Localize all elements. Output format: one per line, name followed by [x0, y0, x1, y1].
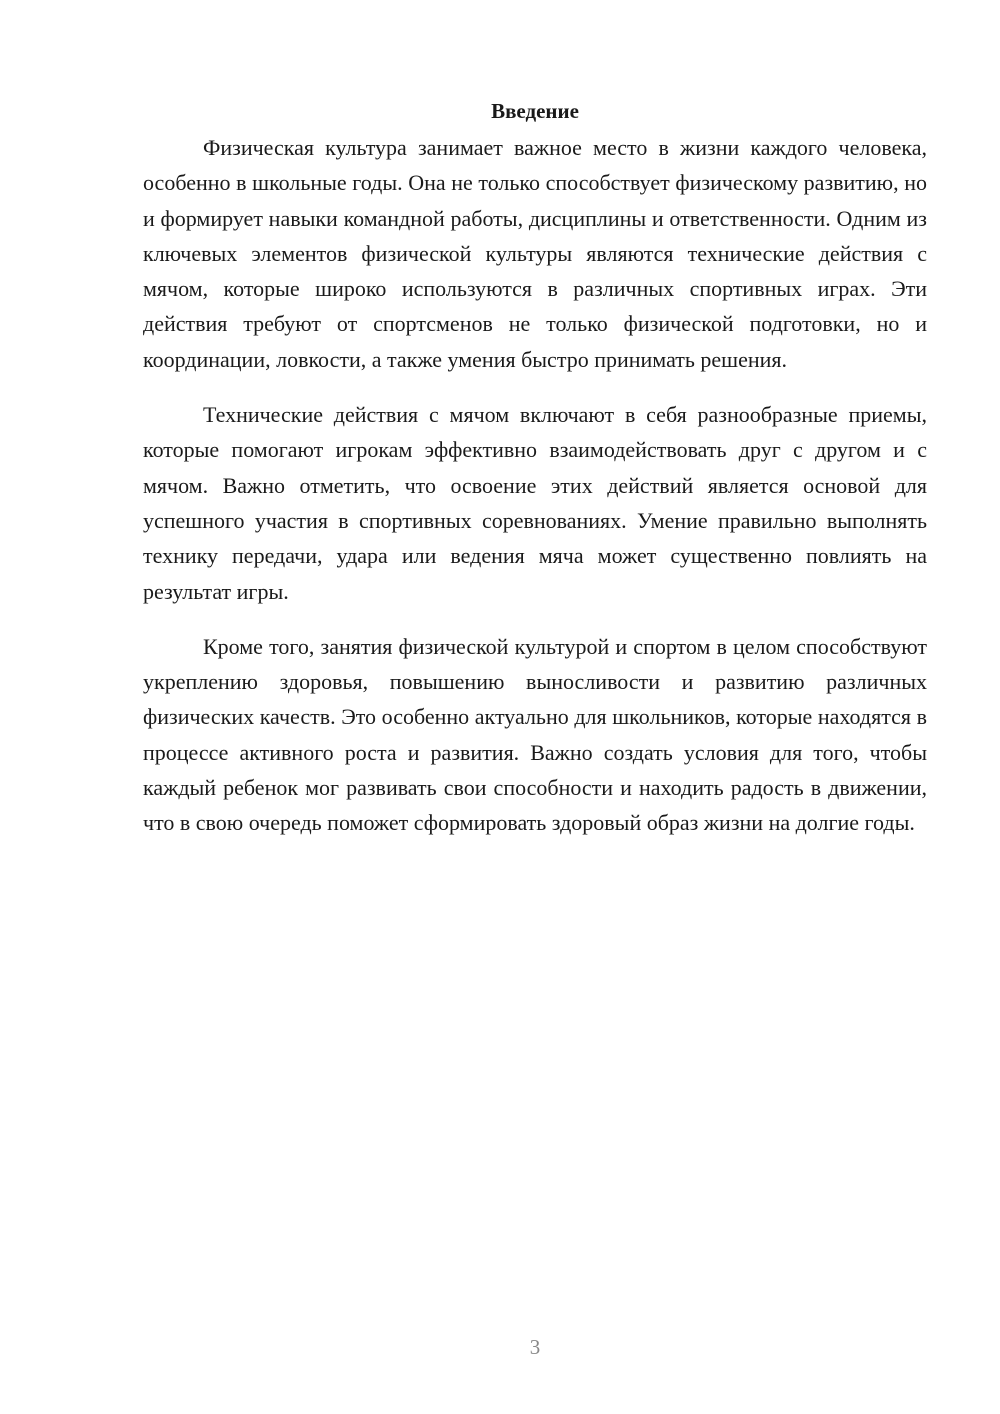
page-content [143, 96, 927, 861]
paragraph-2: Технические действия с мячом включают в себя разнообразные приемы, которые помогают игрокам эффективно взаимодействовать друг с другом и с мячом. Важно отметить, что освоение этих действий является основой для успешного участия в спортивных соревнованиях. Умение правильно выполнять технику передачи, удара или ведения мяча может существенно повлиять на результат игры. [143, 402, 927, 604]
page-number: 3 [529, 1335, 541, 1359]
paragraph-1: Физическая культура занимает важное место в жизни каждого человека, особенно в школьные годы. Она не только способствует физическому развитию, но и формирует навыки командной работы, дисциплины и ответственности. Одним из ключевых элементов физической культуры являются технические действия с мячом, которые широко используются в различных спортивных играх. Эти действия требуют от спортсменов не только физической подготовки, но и координации, ловкости, а также умения быстро принимать решения. [143, 135, 927, 372]
paragraph-3: Кроме того, занятия физической культурой и спортом в целом способствуют укреплению здоровья, повышению выносливости и развитию различных физических качеств. Это особенно актуально для школьников, которые находятся в процессе активного роста и развития. Важно создать условия для того, чтобы каждый ребенок мог развивать свои способности и находить радость в движении, что в свою очередь поможет сформировать здоровый образ жизни на долгие годы. [143, 633, 927, 836]
section-heading: Введение [491, 99, 579, 123]
